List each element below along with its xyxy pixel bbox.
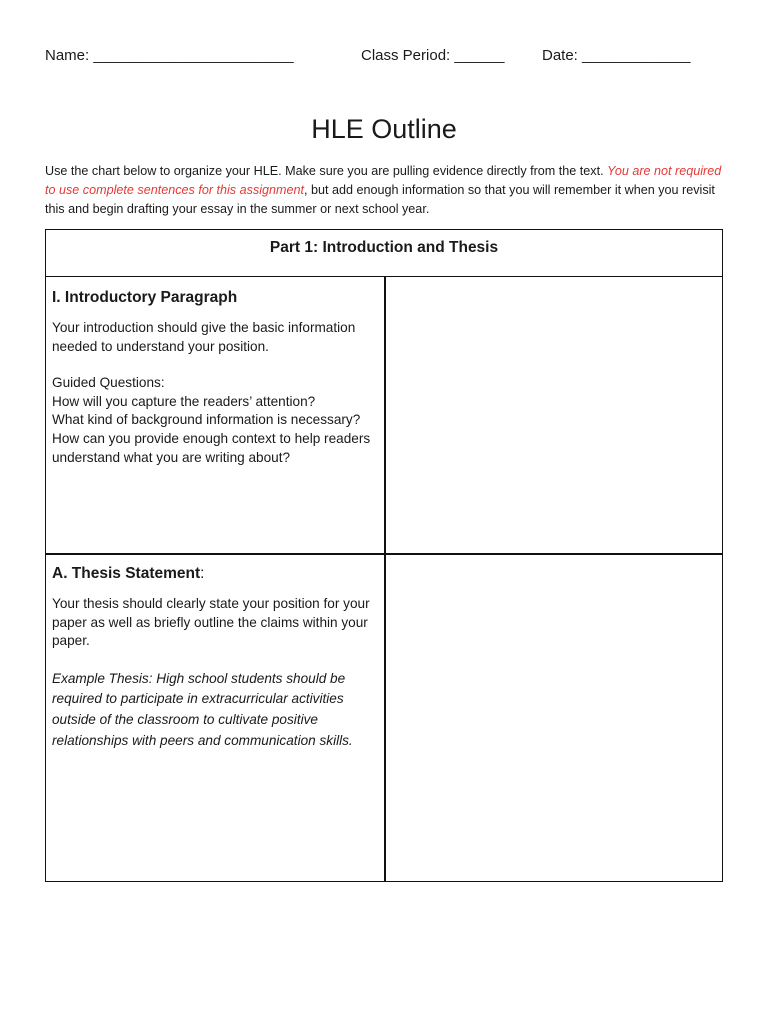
instructions xyxy=(45,162,725,219)
intro-paragraph-cell xyxy=(52,288,378,467)
page-title: HLE Outline xyxy=(311,114,457,144)
section-heading: I. Introductory Paragraph xyxy=(52,289,238,306)
guided-question: How will you capture the readers’ attention? xyxy=(52,393,316,409)
date-field[interactable]: Date: _____________ xyxy=(542,47,691,64)
guided-question: What kind of background information is necessary? xyxy=(52,412,361,428)
instructions-text-end: , but add enough information so that you will remember it when you revisit this and begin drafting your essay in the summer or next school year. xyxy=(45,183,715,216)
guided-questions-label: Guided Questions: xyxy=(52,375,165,391)
student-info-line xyxy=(45,47,725,69)
outline-table xyxy=(45,229,723,882)
class-period-field[interactable]: Class Period: ______ xyxy=(361,47,505,64)
thesis-statement-cell xyxy=(52,564,378,751)
table-header: Part 1: Introduction and Thesis xyxy=(46,230,722,277)
instructions-highlight: You are not required to use complete sentences for this assignment xyxy=(45,164,722,197)
section-heading-text: A. Thesis Statement xyxy=(52,565,201,582)
section-heading xyxy=(52,564,378,584)
section-description: Your introduction should give the basic information needed to understand your position. xyxy=(52,320,356,354)
section-heading-colon: : xyxy=(200,565,205,582)
intro-answer-cell[interactable] xyxy=(386,278,721,552)
name-field[interactable]: Name: ________________________ xyxy=(45,47,294,64)
guided-question: How can you provide enough context to help readers understand what you are writing about? xyxy=(52,430,371,465)
instructions-text-start: Use the chart below to organize your HLE. Make sure you are pulling evidence directly from the text. xyxy=(45,164,608,178)
section-description: Your thesis should clearly state your position for your paper as well as briefly outline the claims within your paper. xyxy=(52,596,370,649)
example-thesis: Example Thesis: High school students should be required to participate in extracurricular activities outside of the classroom to cultivate positive relationships with peers and communication skills. xyxy=(52,670,353,748)
thesis-answer-cell[interactable] xyxy=(386,555,721,879)
